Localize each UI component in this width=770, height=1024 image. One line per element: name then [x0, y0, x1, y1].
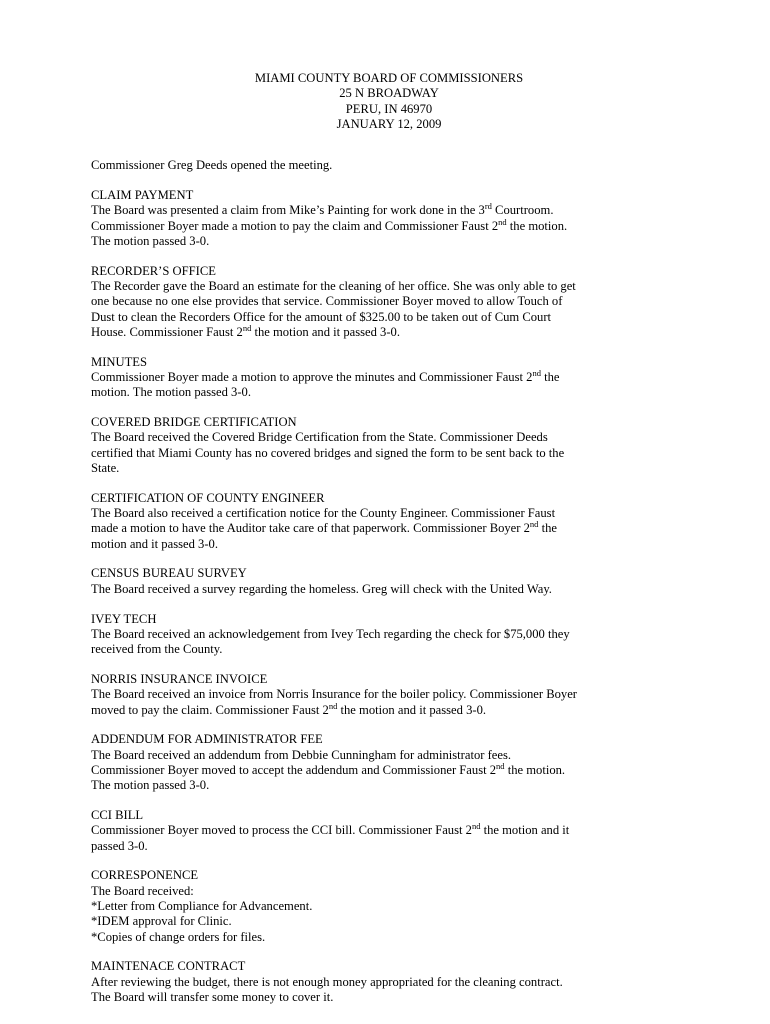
section-correspondence: [91, 868, 691, 944]
section-heading: CERTIFICATION OF COUNTY ENGINEER: [91, 490, 325, 505]
header-board-name: MIAMI COUNTY BOARD OF COMMISSIONERS: [254, 71, 524, 85]
section-addendum: [91, 732, 691, 793]
section-heading: NORRIS INSURANCE INVOICE: [91, 671, 268, 686]
header-city: PERU, IN 46970: [345, 101, 433, 116]
section-heading: IVEY TECH: [91, 611, 157, 626]
body-line: Commissioner Boyer moved to process the CCI bill. Commissioner Faust 2nd the motion and it: [91, 821, 570, 838]
body-line: The Board received the Covered Bridge Certification from the State. Commissioner Deeds: [91, 430, 548, 445]
body-line: The Board received an acknowledgement from Ivey Tech regarding the check for $75,000 they: [91, 626, 570, 641]
body-line: Commissioner Boyer moved to accept the addendum and Commissioner Faust 2nd the motion.: [91, 760, 566, 777]
header-street: 25 N BROADWAY: [339, 86, 439, 101]
body-line: House. Commissioner Faust 2nd the motion and it passed 3-0.: [91, 322, 400, 339]
body-line: The motion passed 3-0.: [91, 233, 210, 248]
body-line: Commissioner Boyer made a motion to pay the claim and Commissioner Faust 2nd the motion.: [91, 216, 568, 233]
section-heading: RECORDER’S OFFICE: [91, 263, 216, 278]
body-line: After reviewing the budget, there is not enough money appropriated for the cleaning contract.: [91, 974, 563, 989]
section-heading: MINUTES: [91, 354, 147, 369]
section-heading: CORRESPONENCE: [91, 868, 199, 883]
section-claim-payment: [91, 188, 691, 249]
section-recorders-office: [91, 264, 691, 340]
body-line: The Board received a survey regarding the homeless. Greg will check with the United Way.: [91, 581, 552, 596]
body-line: The Board received:: [91, 883, 194, 898]
body-line: State.: [91, 460, 120, 475]
body-line: received from the County.: [91, 642, 223, 657]
body-line: motion and it passed 3-0.: [91, 536, 218, 551]
body-line: The Recorder gave the Board an estimate for the cleaning of her office. She was only able to get: [91, 278, 576, 293]
body-line: passed 3-0.: [91, 838, 148, 853]
section-minutes: [91, 355, 691, 401]
body-line: Dust to clean the Recorders Office for the amount of $325.00 to be taken out of Cum Court: [91, 309, 552, 324]
section-heading: CLAIM PAYMENT: [91, 187, 194, 202]
header-date: JANUARY 12, 2009: [336, 116, 442, 131]
section-county-engineer: [91, 491, 691, 552]
section-covered-bridge: [91, 415, 691, 476]
section-heading: CCI BILL: [91, 807, 144, 822]
body-line: Commissioner Boyer made a motion to approve the minutes and Commissioner Faust 2nd the: [91, 367, 560, 384]
section-ivey-tech: [91, 612, 691, 658]
body-line: motion. The motion passed 3-0.: [91, 385, 251, 400]
section-heading: COVERED BRIDGE CERTIFICATION: [91, 415, 297, 430]
body-line: The Board received an addendum from Debbie Cunningham for administrator fees.: [91, 747, 512, 762]
section-census: [91, 566, 691, 597]
opening-statement: Commissioner Greg Deeds opened the meeting.: [91, 158, 333, 173]
body-line: The Board was presented a claim from Mike’s Painting for work done in the 3rd Courtroom.: [91, 201, 554, 218]
list-item: *IDEM approval for Clinic.: [91, 914, 232, 929]
section-maintenance: [91, 959, 691, 1005]
list-item: *Copies of change orders for files.: [91, 929, 266, 944]
body-line: moved to pay the claim. Commissioner Faust 2nd the motion and it passed 3-0.: [91, 700, 487, 717]
body-line: The Board will transfer some money to cover it.: [91, 989, 334, 1004]
body-line: made a motion to have the Auditor take care of that paperwork. Commissioner Boyer 2nd the: [91, 519, 557, 536]
body-line: The motion passed 3-0.: [91, 778, 210, 793]
body-line: The Board received an invoice from Norris Insurance for the boiler policy. Commissioner Boyer: [91, 687, 577, 702]
document-header: [87, 71, 691, 132]
section-heading: ADDENDUM FOR ADMINISTRATOR FEE: [91, 732, 323, 747]
section-heading: MAINTENACE CONTRACT: [91, 959, 246, 974]
section-heading: CENSUS BUREAU SURVEY: [91, 566, 247, 581]
section-norris-insurance: [91, 672, 691, 718]
list-item: *Letter from Compliance for Advancement.: [91, 898, 313, 913]
body-line: one because no one else provides that service. Commissioner Boyer moved to allow Touch of: [91, 294, 563, 309]
body-line: certified that Miami County has no covered bridges and signed the form to be sent back to the: [91, 445, 565, 460]
minutes-document: [91, 71, 691, 1005]
body-line: The Board also received a certification notice for the County Engineer. Commissioner Faust: [91, 506, 556, 521]
section-cci-bill: [91, 808, 691, 854]
